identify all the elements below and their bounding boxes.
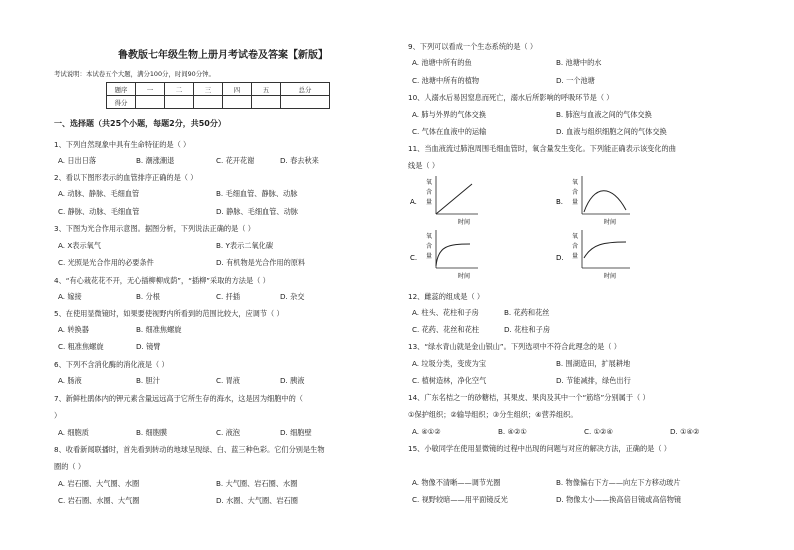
option[interactable]: A. 嫁接 [58, 292, 82, 301]
option[interactable]: A. 细胞质 [58, 428, 89, 437]
table-cell[interactable] [136, 96, 165, 109]
svg-text:含: 含 [426, 189, 433, 196]
option[interactable]: D. 静脉、毛细血管、动脉 [216, 207, 298, 216]
option[interactable]: D. 节能减排，绿色出行 [556, 376, 631, 385]
left-column [54, 0, 392, 550]
table-cell[interactable] [165, 96, 194, 109]
option[interactable]: A. 动脉、静脉、毛细血管 [58, 189, 140, 198]
svg-text:A.: A. [410, 198, 417, 206]
question-10: 10、人溺水后易因窒息而死亡，溺水后所影响的呼吸环节是（ ） [408, 93, 614, 102]
option[interactable]: B. 细准焦螺旋 [136, 325, 182, 334]
option[interactable]: B. 花药和花丝 [504, 308, 550, 317]
option[interactable]: C. ①②④ [584, 427, 613, 436]
table-cell: 二 [165, 83, 194, 96]
option[interactable]: D. 镜臂 [136, 342, 161, 351]
option[interactable]: A. 日出日落 [58, 156, 97, 165]
svg-text:氧: 氧 [426, 233, 433, 240]
svg-text:量: 量 [572, 199, 579, 206]
question-13: 13、“绿水青山就是金山银山”。下列选项中不符合此理念的是（ ） [408, 342, 621, 351]
graph-b[interactable] [556, 176, 630, 226]
option[interactable]: D. 血液与组织细胞之间的气体交换 [556, 127, 667, 136]
question-8: 8、收看新闻联播时，首先看到转动的地球呈现绿、白、蓝三种色彩。它们分别是生物 [54, 445, 325, 454]
option[interactable]: A. X表示氧气 [58, 241, 102, 250]
option[interactable]: A. 垃圾分类，变废为宝 [412, 359, 487, 368]
question-1: 1、下列自然现象中具有生命特征的是（ ） [54, 140, 191, 149]
question-14: 14、广东名桔之一的砂糖桔，其果皮、果肉及其中一个“筋络”分别属于（ ） [408, 393, 650, 402]
oxygen-graphs [408, 174, 708, 284]
option[interactable]: C. 植树造林，净化空气 [412, 376, 487, 385]
table-cell: 五 [252, 83, 281, 96]
question-11: 11、当血液流过肺泡周围毛细血管时，氧含量发生变化。下列能正确表示该变化的曲 [408, 144, 676, 153]
table-cell: 一 [136, 83, 165, 96]
option[interactable]: A. 肠液 [58, 376, 82, 385]
option[interactable]: D. 一个池塘 [556, 76, 595, 85]
svg-text:C.: C. [410, 254, 418, 262]
question-6: 6、下列不含消化酶的消化液是（ ） [54, 360, 169, 369]
svg-text:时间: 时间 [458, 273, 471, 280]
question-15: 15、小敏同学在使用显微镜的过程中出现的问题与对应的解决方法，正确的是（ ） [408, 444, 671, 453]
table-cell: 得分 [107, 96, 136, 109]
option[interactable]: A. 肺与外界的气体交换 [412, 110, 487, 119]
option[interactable]: C. 岩石圈、水圈、大气圈 [58, 496, 140, 505]
svg-text:含: 含 [572, 189, 579, 196]
option[interactable]: C. 扦插 [216, 292, 240, 301]
svg-text:B.: B. [556, 198, 564, 206]
table-cell[interactable] [223, 96, 252, 109]
option[interactable]: D. 杂交 [280, 292, 305, 301]
option[interactable]: D. 物像太小——换高倍目镜或高倍物镜 [556, 495, 682, 504]
option[interactable]: A. ④①② [412, 427, 441, 436]
option[interactable]: B. 物像偏右下方——向左下方移动玻片 [556, 478, 681, 487]
option[interactable]: A. 柱头、花柱和子房 [412, 308, 479, 317]
graph-c[interactable] [410, 230, 478, 280]
question-11-cont: 线是（ ） [408, 161, 440, 170]
question-7: 7、新鲜杜鹃体内的钾元素含量远远高于它所生存的海水，这是因为细胞中的（ [54, 394, 303, 403]
option[interactable]: B. 围湖造田，扩展耕地 [556, 359, 631, 368]
option[interactable]: B. 大气圈、岩石圈、水圈 [216, 479, 298, 488]
section-heading: 一、选择题（共25个小题，每题2分，共50分） [54, 119, 226, 128]
table-row [107, 96, 330, 109]
option[interactable]: B. 肺泡与血液之间的气体交换 [556, 110, 652, 119]
table-cell[interactable] [252, 96, 281, 109]
question-14-cont: ①保护组织；②输导组织；③分生组织；④营养组织。 [408, 410, 578, 419]
table-cell: 总分 [281, 83, 330, 96]
option[interactable]: A. 物像不清晰——调节光圈 [412, 478, 501, 487]
score-table [106, 82, 330, 109]
page-title: 鲁教版七年级生物上册月考试卷及答案【新版】 [118, 50, 328, 61]
question-8-cont: 圈的（ ） [54, 462, 86, 471]
graph-a[interactable] [410, 176, 478, 226]
option[interactable]: C. 液泡 [216, 428, 240, 437]
option[interactable]: C. 光照是光合作用的必要条件 [58, 258, 154, 267]
question-7-cont: ） [54, 411, 62, 420]
option[interactable]: B. Y表示二氧化碳 [216, 241, 274, 250]
option[interactable]: D. ①④② [670, 427, 700, 436]
option[interactable]: D. 水圈、大气圈、岩石圈 [216, 496, 298, 505]
option[interactable]: C. 粗准焦螺旋 [58, 342, 104, 351]
question-12: 12、雌蕊的组成是（ ） [408, 292, 485, 301]
option[interactable]: B. ④②① [498, 427, 527, 436]
option[interactable]: C. 气体在血液中的运输 [412, 127, 487, 136]
svg-text:量: 量 [572, 253, 579, 260]
question-5: 5、在使用显微镜时，如果要使视野内所看到的范围比较大，应调节（ ） [54, 309, 284, 318]
question-3: 3、下图为光合作用示意图。据图分析，下列说法正确的是（ ） [54, 224, 255, 233]
svg-text:氧: 氧 [572, 179, 579, 186]
option[interactable]: C. 池塘中所有的植物 [412, 76, 480, 85]
option[interactable]: A. 岩石圈、大气圈、水圈 [58, 479, 140, 488]
option[interactable]: D. 胰液 [280, 376, 305, 385]
option[interactable]: C. 视野较暗——用平面镜反光 [412, 495, 508, 504]
option[interactable]: A. 池塘中所有的鱼 [412, 58, 472, 67]
option[interactable]: C. 花开花谢 [216, 156, 255, 165]
graph-d[interactable] [556, 230, 630, 280]
table-cell: 题序 [107, 83, 136, 96]
svg-text:含: 含 [426, 243, 433, 250]
option[interactable]: A. 转换器 [58, 325, 89, 334]
option[interactable]: B. 分根 [136, 292, 160, 301]
question-9: 9、下列可以看成一个生态系统的是（ ） [408, 42, 538, 51]
exam-note: 考试说明：本试卷五个大题，满分100分，时间90分钟。 [54, 70, 215, 78]
option[interactable]: D. 花柱和子房 [504, 325, 551, 334]
question-2: 2、看以下图形表示的血管排序正确的是（ ） [54, 173, 198, 182]
svg-text:量: 量 [426, 253, 433, 260]
table-cell[interactable] [194, 96, 223, 109]
svg-text:时间: 时间 [458, 219, 471, 226]
svg-text:氧: 氧 [572, 233, 579, 240]
option[interactable]: B. 胆汁 [136, 376, 160, 385]
svg-text:时间: 时间 [604, 273, 617, 280]
right-column [408, 0, 748, 550]
svg-text:量: 量 [426, 199, 433, 206]
svg-text:氧: 氧 [426, 179, 433, 186]
option[interactable]: C. 花药、花丝和花柱 [412, 325, 480, 334]
option[interactable]: B. 细胞膜 [136, 428, 168, 437]
question-4: 4、“有心栽花花不开，无心插柳柳成荫”，“插柳”采取的方法是（ ） [54, 276, 270, 285]
option[interactable]: D. 细胞壁 [280, 428, 312, 437]
table-cell[interactable] [281, 96, 330, 109]
option[interactable]: D. 春去秋来 [280, 156, 319, 165]
table-row [107, 83, 330, 96]
option[interactable]: B. 池塘中的水 [556, 58, 602, 67]
option[interactable]: B. 潮涨潮退 [136, 156, 175, 165]
option[interactable]: C. 胃液 [216, 376, 240, 385]
svg-text:含: 含 [572, 243, 579, 250]
table-cell: 四 [223, 83, 252, 96]
option[interactable]: D. 有机物是光合作用的原料 [216, 258, 306, 267]
table-cell: 三 [194, 83, 223, 96]
svg-text:时间: 时间 [604, 219, 617, 226]
svg-text:D.: D. [556, 254, 564, 262]
option[interactable]: C. 静脉、动脉、毛细血管 [58, 207, 140, 216]
option[interactable]: B. 毛细血管、静脉、动脉 [216, 189, 298, 198]
